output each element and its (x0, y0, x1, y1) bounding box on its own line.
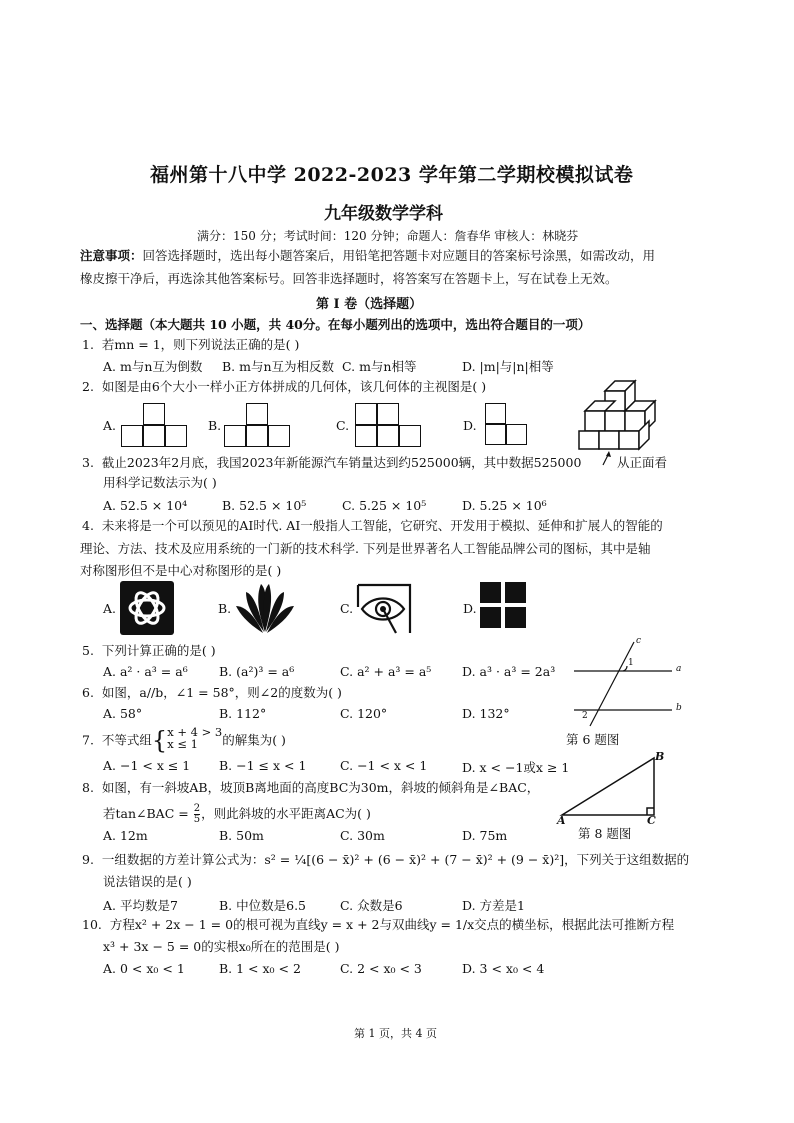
q7-option-b: B. −1 ≤ x < 1 (219, 758, 307, 773)
q3-text: 截止2023年2月底，我国2023年新能源汽车销量达到约525000辆，其中数据525000 (101, 455, 582, 470)
q5-stem (82, 643, 216, 659)
q7-num: 7. (82, 732, 94, 748)
q3-stem (82, 455, 581, 471)
q4-text: 未来将是一个可以预见的AI时代. AI一般指人工智能，它研究、开发用于模拟、延伸和扩展人的智能的 (101, 518, 663, 533)
q2-option-c: C. (336, 418, 350, 433)
q8-stem-2 (103, 804, 371, 825)
q6-option-d: D. 132° (462, 706, 510, 721)
q8-stem (82, 780, 539, 796)
q6-text: 如图，a//b，∠1 = 58°，则∠2的度数为( ) (101, 685, 342, 700)
q7-prefix: 不等式组 (101, 732, 152, 748)
q6-option-a: A. 58° (103, 706, 143, 721)
q5-option-c: C. a² + a³ = a⁵ (340, 664, 432, 679)
q10-text: 方程x² + 2x − 1 = 0的根可视为直线y = x + 2与双曲线y = 1/x交点的横坐标，根据此法可推断方程 (109, 917, 675, 932)
q8-option-c: C. 30m (340, 828, 385, 843)
q7-option-a: A. −1 < x ≤ 1 (103, 758, 191, 773)
q9-stem-2: 说法错误的是( ) (103, 874, 192, 889)
q9-text: 一组数据的方差计算公式为：s² = ¼[(6 − x̄)² + (6 − x̄)² + (7 − x̄)² + (9 − x̄)²]，下列关于这组数据的 (101, 852, 690, 867)
q8-caption: 第 8 题图 (578, 826, 632, 841)
q4-stem-3: 对称图形但不是中心对称图形的是( ) (80, 563, 282, 578)
q5-text: 下列计算正确的是( ) (101, 643, 216, 658)
q9-option-c: C. 众数是6 (340, 898, 403, 913)
q10-option-a: A. 0 < x₀ < 1 (103, 961, 185, 976)
q6-label-b: b (676, 703, 682, 713)
q2-option-a: A. (103, 418, 117, 433)
q10-num: 10. (82, 917, 102, 932)
q8-slope-figure (558, 752, 668, 822)
q2-text: 如图是由6个大小一样小正方体拼成的几何体，该几何体的主视图是( ) (101, 379, 487, 394)
q8-option-d: D. 75m (462, 828, 508, 843)
q1-option-a: A. m与n互为倒数 (103, 359, 203, 374)
q4-logo-c-icon (356, 583, 412, 635)
q8-stem2-suffix: ，则此斜坡的水平距离AC为( ) (201, 806, 371, 821)
q2-caption: 从正面看 (617, 455, 668, 470)
q8-label-a: A (557, 814, 566, 827)
q10-option-c: C. 2 < x₀ < 3 (340, 961, 422, 976)
page-footer: 第 1 页，共 4 页 (354, 1027, 437, 1040)
q9-option-b: B. 中位数是6.5 (219, 898, 307, 913)
q3-option-d: D. 5.25 × 10⁶ (462, 498, 547, 513)
q1-option-c: C. m与n相等 (342, 359, 417, 374)
q4-logo-b-icon (234, 582, 296, 634)
q10-stem (82, 917, 674, 933)
q1-option-d: D. |m|与|n|相等 (462, 359, 554, 374)
q8-stem2-prefix: 若tan∠BAC = (103, 806, 189, 821)
q5-option-d: D. a³ · a³ = 2a³ (462, 664, 556, 679)
q4-option-b: B. (218, 601, 232, 616)
page-title: 福州第十八中学 2022-2023 学年第二学期校模拟试卷 (150, 164, 634, 186)
q8-text: 如图，有一斜坡AB，坡顶B离地面的高度BC为30m，斜坡的倾斜角是∠BAC， (101, 780, 540, 795)
q4-stem (82, 518, 663, 534)
q2-num: 2. (82, 379, 94, 394)
q6-label-angle-2: 2 (582, 711, 588, 721)
q6-stem (82, 685, 342, 701)
q9-option-d: D. 方差是1 (462, 898, 525, 913)
q4-option-a: A. (103, 601, 117, 616)
q4-num: 4. (82, 518, 94, 533)
q2-solid-figure (575, 375, 675, 465)
q7-option-d: D. x < −1或x ≥ 1 (462, 760, 570, 775)
q3-option-a: A. 52.5 × 10⁴ (103, 498, 188, 513)
q1-num: 1. (82, 337, 94, 352)
q9-num: 9. (82, 852, 94, 867)
q5-option-b: B. (a²)³ = a⁶ (219, 664, 295, 679)
q1-option-b: B. m与n互为相反数 (222, 359, 335, 374)
notice-line-1 (80, 248, 655, 264)
q7-stem: 7. 不等式组{x + 4 > 3 x ≤ 1 的解集为( ) (82, 725, 286, 755)
q8-num: 8. (82, 780, 94, 795)
q6-num: 6. (82, 685, 94, 700)
q9-stem (82, 852, 689, 868)
q5-num: 5. (82, 643, 94, 658)
q8-option-a: A. 12m (103, 828, 148, 843)
q4-option-d: D. (463, 601, 477, 616)
q6-option-c: C. 120° (340, 706, 388, 721)
q7-ineq-2: x ≤ 1 (167, 737, 198, 751)
q4-logo-d-icon (480, 582, 526, 628)
q2-option-d: D. (463, 418, 477, 433)
q4-option-c: C. (340, 601, 354, 616)
q3-num: 3. (82, 455, 94, 470)
q2-stem (82, 379, 486, 395)
q6-label-angle-1: 1 (628, 658, 634, 668)
q3-option-b: B. 52.5 × 10⁵ (222, 498, 307, 513)
q5-option-a: A. a² · a³ = a⁶ (103, 664, 188, 679)
q7-option-c: C. −1 < x < 1 (340, 758, 428, 773)
volume-title: 第 I 卷（选择题） (316, 297, 423, 312)
section-heading: 一、选择题（本大题共 10 小题，共 40分。在每小题列出的选项中，选出符合题目的一项） (80, 317, 591, 332)
q7-suffix: 的解集为( ) (222, 732, 286, 748)
q4-logo-a-icon (120, 581, 174, 635)
q7-ineq-1: x + 4 > 3 (167, 725, 223, 739)
q10-option-b: B. 1 < x₀ < 2 (219, 961, 301, 976)
q9-option-a: A. 平均数是7 (103, 898, 178, 913)
q8-frac-den: 5 (193, 814, 201, 825)
q10-option-d: D. 3 < x₀ < 4 (462, 961, 545, 976)
notice-label: 注意事项： (80, 248, 143, 263)
exam-meta: 满分：150 分；考试时间：120 分钟；命题人：詹春华 审核人：林晓芬 (197, 229, 579, 243)
q1-stem (82, 337, 299, 353)
q6-caption: 第 6 题图 (566, 732, 620, 747)
q8-label-b: B (655, 750, 665, 763)
q6-option-b: B. 112° (219, 706, 267, 721)
q6-label-a: a (676, 664, 682, 674)
q8-frac-num: 2 (193, 803, 201, 814)
q4-stem-2: 理论、方法、技术及应用系统的一门新的技术科学. 下列是世界著名人工智能品牌公司的图标，其中是轴 (80, 541, 651, 556)
q10-stem-2: x³ + 3x − 5 = 0的实根x₀所在的范围是( ) (103, 939, 340, 954)
q3-option-c: C. 5.25 × 10⁵ (342, 498, 427, 513)
q3-stem-2: 用科学记数法示为( ) (103, 475, 217, 490)
q8-option-b: B. 50m (219, 828, 264, 843)
notice-line-2: 橡皮擦干净后，再选涂其他答案标号。回答非选择题时，将答案写在答题卡上，写在试卷上无效。 (80, 271, 618, 286)
q2-option-b: B. (208, 418, 222, 433)
q8-label-c: C (647, 814, 656, 827)
q6-label-c: c (636, 636, 642, 646)
subject-title: 九年级数学学科 (324, 204, 443, 224)
notice-text-1: 回答选择题时，选出每小题答案后，用铅笔把答题卡对应题目的答案标号涂黑，如需改动，用 (142, 248, 656, 263)
q1-text: 若mn = 1，则下列说法正确的是( ) (101, 337, 300, 352)
